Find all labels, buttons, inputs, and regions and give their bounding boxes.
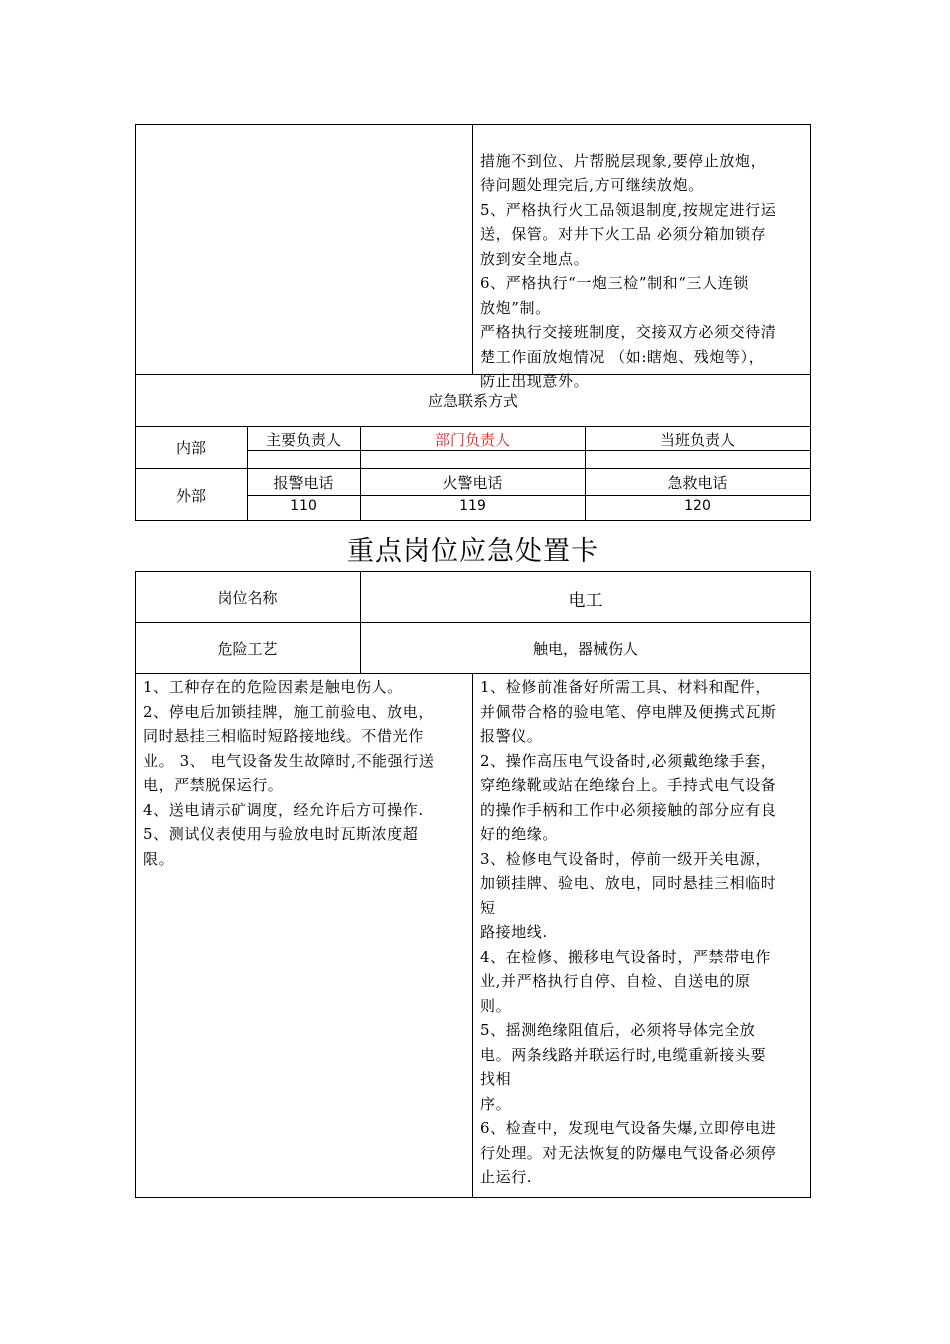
text-line: 加锁挂牌、验电、放电，同时悬挂三相临时 <box>480 874 777 892</box>
text-line: 报警仪。 <box>480 727 543 745</box>
text-line: 放炮”制。 <box>480 298 551 317</box>
text-line: 2、操作高压电气设备时,必须戴绝缘手套， <box>480 751 777 770</box>
text-line: 好的绝缘。 <box>480 825 559 843</box>
text-line: 5、严格执行火工品领退制度,按规定进行运 <box>480 200 777 219</box>
text-line: 行处理。对无法恢复的防爆电气设备必须停 <box>480 1143 777 1162</box>
shift-responsible-label: 当班负责人 <box>659 431 735 449</box>
text-line: 5、测试仪表使用与验放电时瓦斯浓度超 <box>143 825 419 843</box>
text-line: 措施不到位、片帮脱层现象,要停止放炮， <box>480 151 767 170</box>
text-line: 同时悬挂三相临时短路接地线。不借光作 <box>143 727 424 745</box>
text-line: 止运行. <box>480 1168 533 1186</box>
text-line: 6、严格执行“一炮三检”制和“三人连锁 <box>480 274 749 292</box>
text-line: 4、送电请示矿调度，经允许后方可操作. <box>143 800 424 819</box>
handling-measures-text <box>480 675 810 1190</box>
text-line: 楚工作面放炮情况 （如:瞎炮、残炮等）， <box>480 347 765 366</box>
fire-phone-label: 火警电话 <box>442 474 503 492</box>
alarm-phone-label: 报警电话 <box>273 474 334 492</box>
external-label: 外部 <box>175 487 206 505</box>
card-title: 重点岗位应急处置卡 <box>347 536 599 567</box>
text-line: 业,并严格执行自停、自检、自送电的原 <box>480 972 751 990</box>
text-line: 防止出现意外。 <box>480 372 590 390</box>
fire-phone-number: 119 <box>459 498 486 514</box>
hazard-factors-text <box>143 675 473 871</box>
text-line: 路接地线. <box>480 923 548 941</box>
internal-label: 内部 <box>175 439 206 457</box>
text-line: 并佩带合格的验电笔、停电牌及便携式瓦斯 <box>480 702 777 721</box>
text-line: 穿绝缘靴或站在绝缘台上。手持式电气设备 <box>480 776 777 794</box>
safety-measures-text <box>480 124 810 418</box>
post-name-value: 电工 <box>568 591 603 611</box>
text-line: 2、停电后加锁挂牌，施工前验电、放电， <box>143 702 434 721</box>
rescue-phone-label: 急救电话 <box>667 474 728 492</box>
dept-responsible-label: 部门负责人 <box>434 431 510 449</box>
text-line: 5、摇测绝缘阻值后，必须将导体完全放 <box>480 1021 756 1039</box>
hazard-value: 触电，器械伤人 <box>532 640 638 658</box>
text-line: 3、检修电气设备时，停前一级开关电源， <box>480 849 771 868</box>
text-line: 电，严禁脱保运行。 <box>143 776 284 794</box>
text-line: 序。 <box>480 1094 512 1113</box>
text-line: 放到安全地点。 <box>480 249 590 268</box>
text-line: 6、检查中，发现电气设备失爆,立即停电进 <box>480 1119 777 1137</box>
text-line: 送，保管。对井下火工品 必须分箱加锁存 <box>480 225 767 243</box>
text-line: 待问题处理完后,方可继续放炮。 <box>480 176 704 194</box>
text-line: 1、工种存在的危险因素是触电伤人。 <box>143 678 403 696</box>
main-responsible-label: 主要负责人 <box>265 431 341 449</box>
text-line: 则。 <box>480 996 512 1015</box>
text-line: 业。 3、 电气设备发生故障时,不能强行送 <box>143 751 435 770</box>
rescue-phone-number: 120 <box>684 498 711 514</box>
post-name-label: 岗位名称 <box>217 589 278 607</box>
text-line: 严格执行交接班制度，交接双方必须交待清 <box>480 323 777 341</box>
text-line: 找相 <box>480 1070 512 1088</box>
text-line: 短 <box>480 898 496 917</box>
text-line: 电。两条线路并联运行时,电缆重新接头要 <box>480 1045 767 1064</box>
text-line: 的操作手柄和工作中必须接触的部分应有良 <box>480 800 777 819</box>
text-line: 1、检修前准备好所需工具、材料和配件， <box>480 678 771 696</box>
text-line: 4、在检修、搬移电气设备时，严禁带电作 <box>480 947 771 966</box>
contact-title: 应急联系方式 <box>427 392 518 410</box>
alarm-phone-number: 110 <box>290 498 317 514</box>
text-line: 限。 <box>143 849 175 868</box>
hazard-label: 危险工艺 <box>217 640 278 658</box>
